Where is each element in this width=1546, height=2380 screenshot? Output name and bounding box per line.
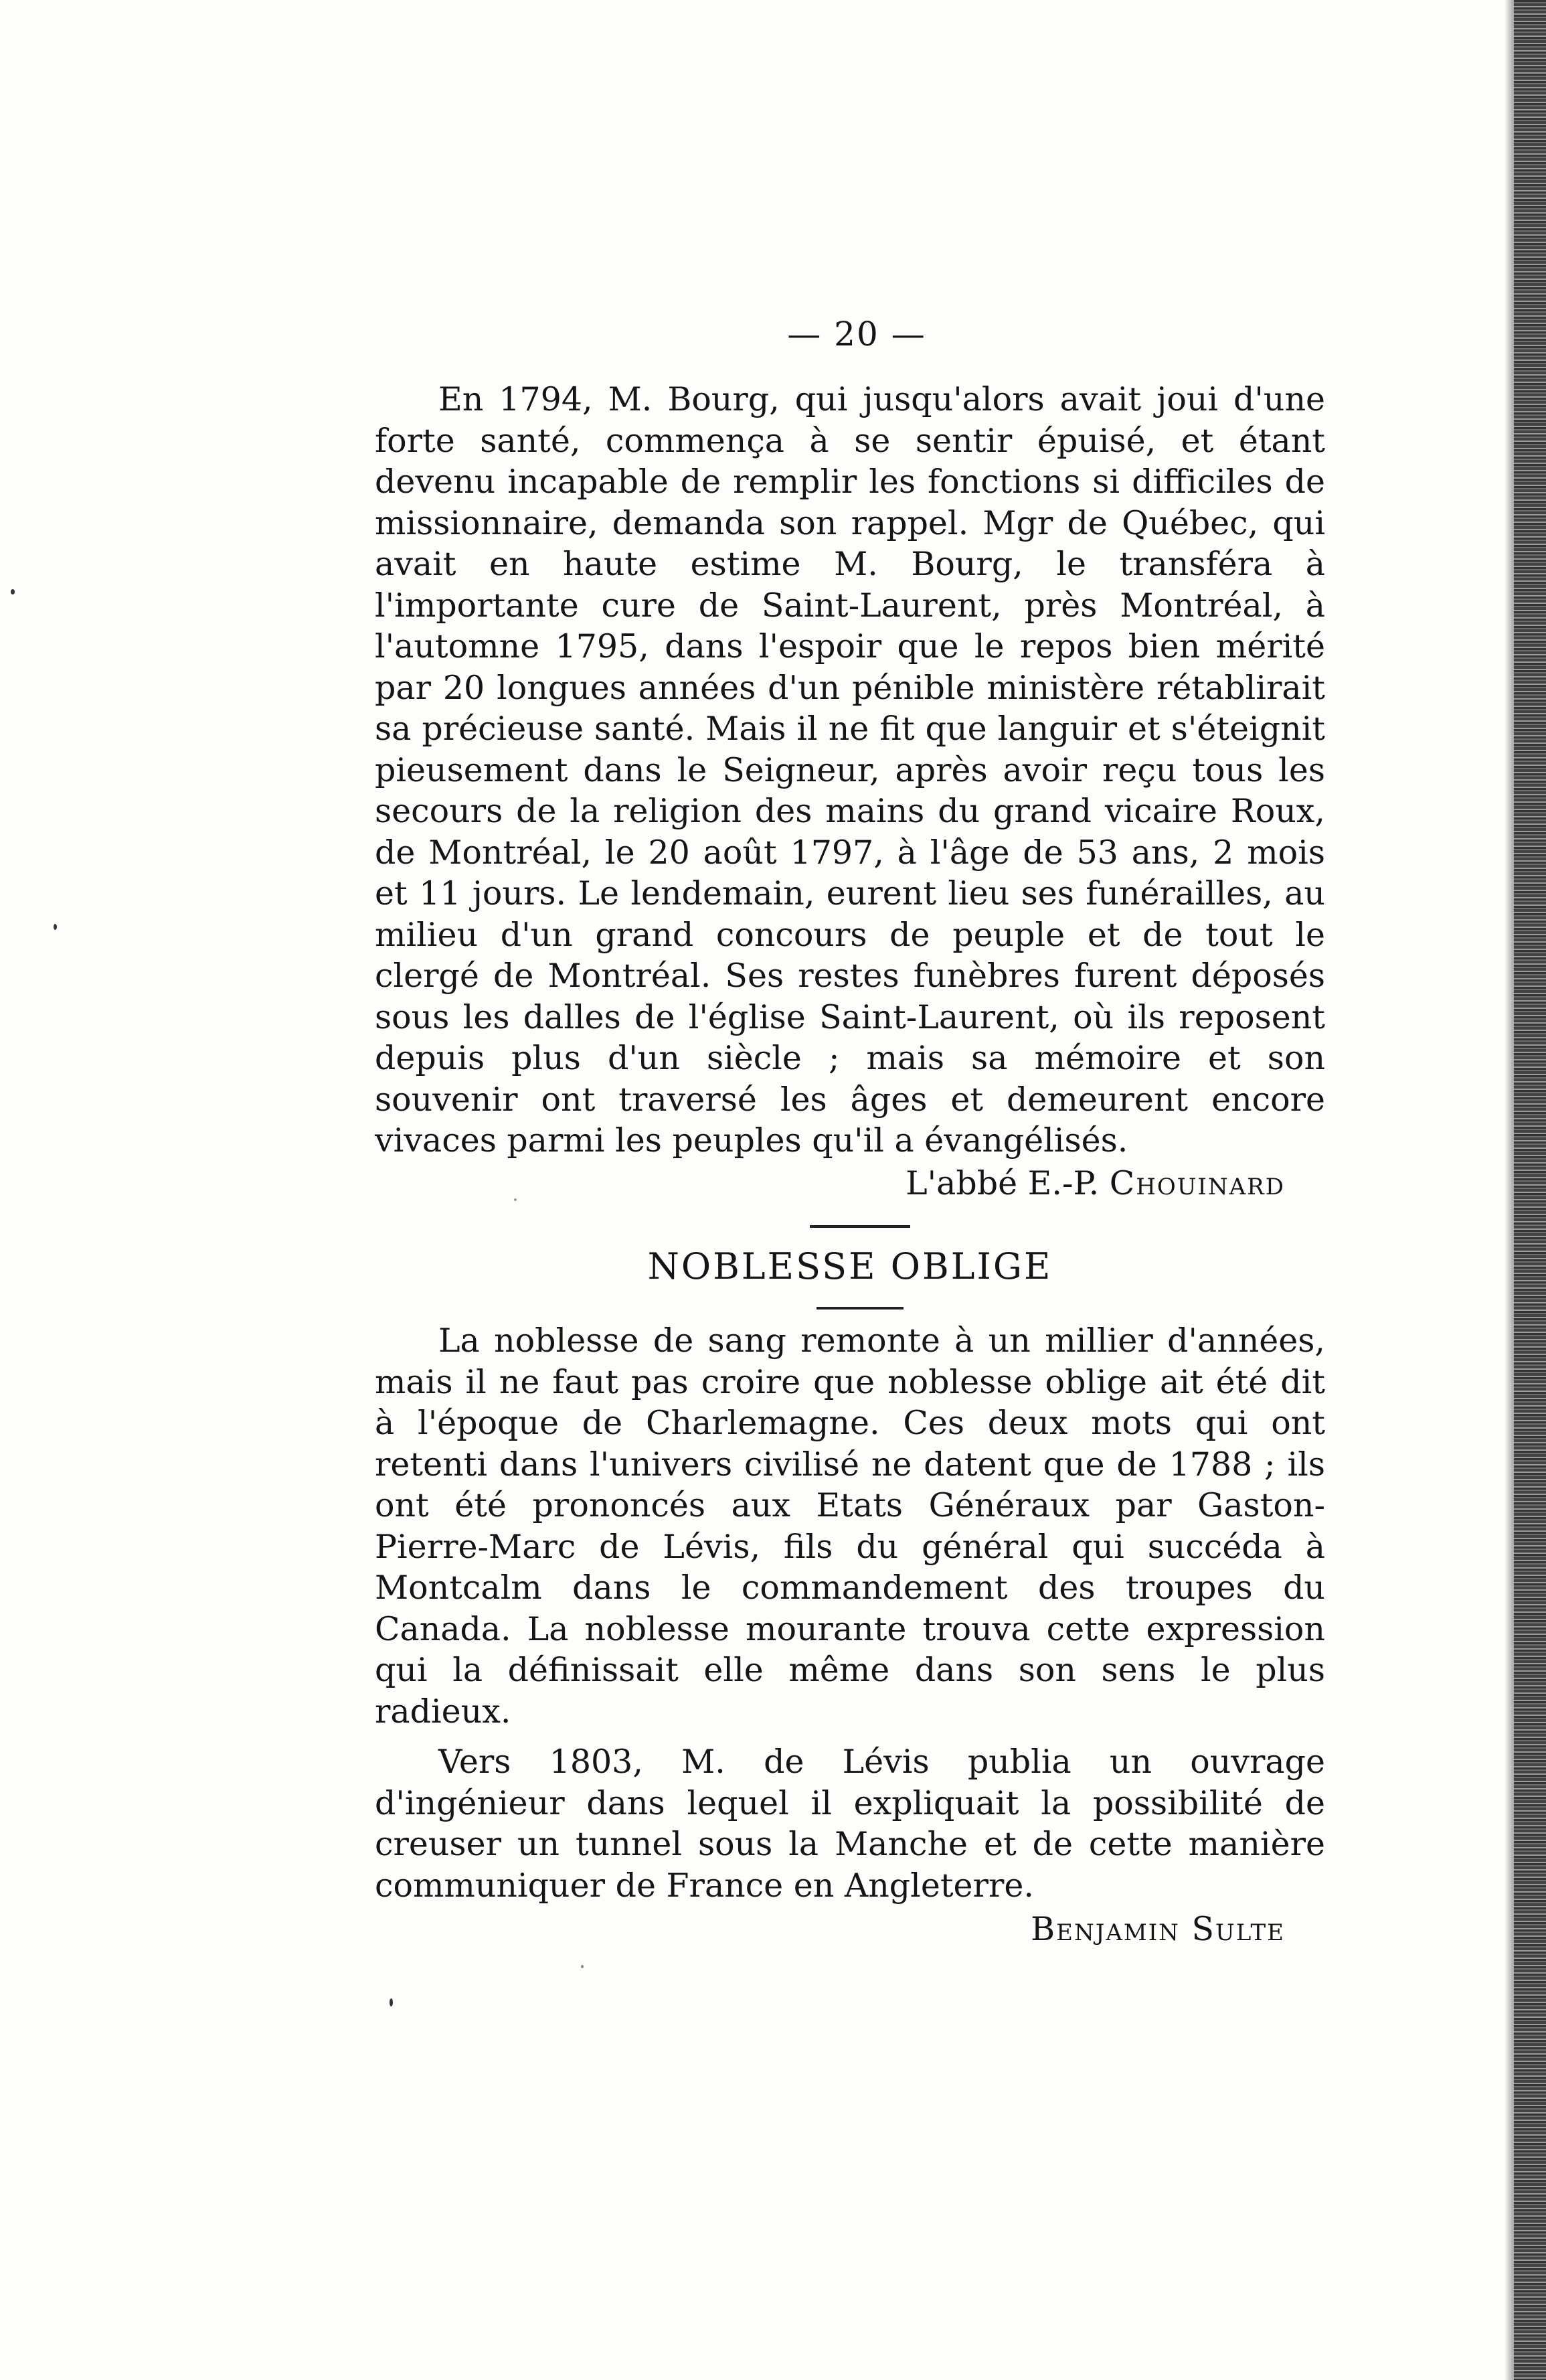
signature-name: Chouinard: [1109, 1164, 1285, 1202]
separator-rule-bottom: [817, 1307, 904, 1310]
scan-speck: [11, 589, 15, 594]
article-title: NOBLESSE OBLIGE: [647, 1245, 1053, 1287]
article-noblesse: [375, 1320, 1325, 1950]
scan-speck: [54, 924, 57, 930]
article-bourg: [375, 379, 1325, 1204]
page-edge: [1514, 0, 1546, 2380]
scan-speck: [514, 1198, 517, 1201]
page-number: — 20 —: [787, 315, 926, 353]
scan-speck: [390, 1998, 393, 2006]
article-noblesse-closing: [375, 1741, 1325, 1948]
article-bourg-signature: [375, 1163, 1325, 1204]
signature-prefix: L'abbé E.-P.: [906, 1164, 1110, 1202]
binding-shadow: [1505, 0, 1514, 2380]
paragraph-2-text: Vers 1803, M. de Lévis publia un ouvrage d'ingénieur dans lequel il expliquait la possibilité de creuser un tunnel sous la Manche et de cette manière communiquer de France en Angleterre.: [375, 1743, 1325, 1905]
article-bourg-paragraph: En 1794, M. Bourg, qui jusqu'alors avait joui d'une forte santé, commença à se sentir épuisé, et étant devenu incapable de remplir les fonctions si difficiles de missionnaire, demanda son rappel. Mgr de Québec, qui avait en haute estime M. Bourg, le transféra à l'importante cure de Saint-Laurent, près Montréal, à l'automne 1795, dans l'espoir que le repos bien mérité par 20 longues années d'un pénible ministère rétablirait sa précieuse santé. Mais il ne fit que languir et s'éteignit pieusement dans le Seigneur, après avoir reçu tous les secours de la religion des mains du grand vicaire Roux, de Montréal, le 20 août 1797, à l'âge de 53 ans, 2 mois et 11 jours. Le lendemain, eurent lieu ses funérailles, au milieu d'un grand concours de peuple et de tout le clergé de Montréal. Ses restes funèbres furent déposés sous les dalles de l'église Saint-Laurent, où ils reposent depuis plus d'un siècle ; mais sa mémoire et son souvenir ont traversé les âges et demeurent encore vivaces parmi les peuples qu'il a évangélisés.: [375, 380, 1325, 1160]
article-noblesse-signature: Benjamin Sulte: [1031, 1910, 1285, 1948]
article-noblesse-paragraph-1: La noblesse de sang remonte à un millier d'années, mais il ne faut pas croire que noblesse oblige ait été dit à l'époque de Charlemagne. Ces deux mots qui ont retenti dans l'univers civilisé ne datent que de 1788 ; ils ont été prononcés aux Etats Généraux par Gaston-Pierre-Marc de Lévis, fils du général qui succéda à Montcalm dans le commandement des troupes du Canada. La noblesse mourante trouva cette expression qui la définissait elle même dans son sens le plus radieux.: [375, 1322, 1325, 1731]
article-noblesse-paragraph-2: [375, 1741, 1325, 1948]
scan-speck: [581, 1965, 584, 1968]
separator-rule-top: [810, 1225, 910, 1228]
